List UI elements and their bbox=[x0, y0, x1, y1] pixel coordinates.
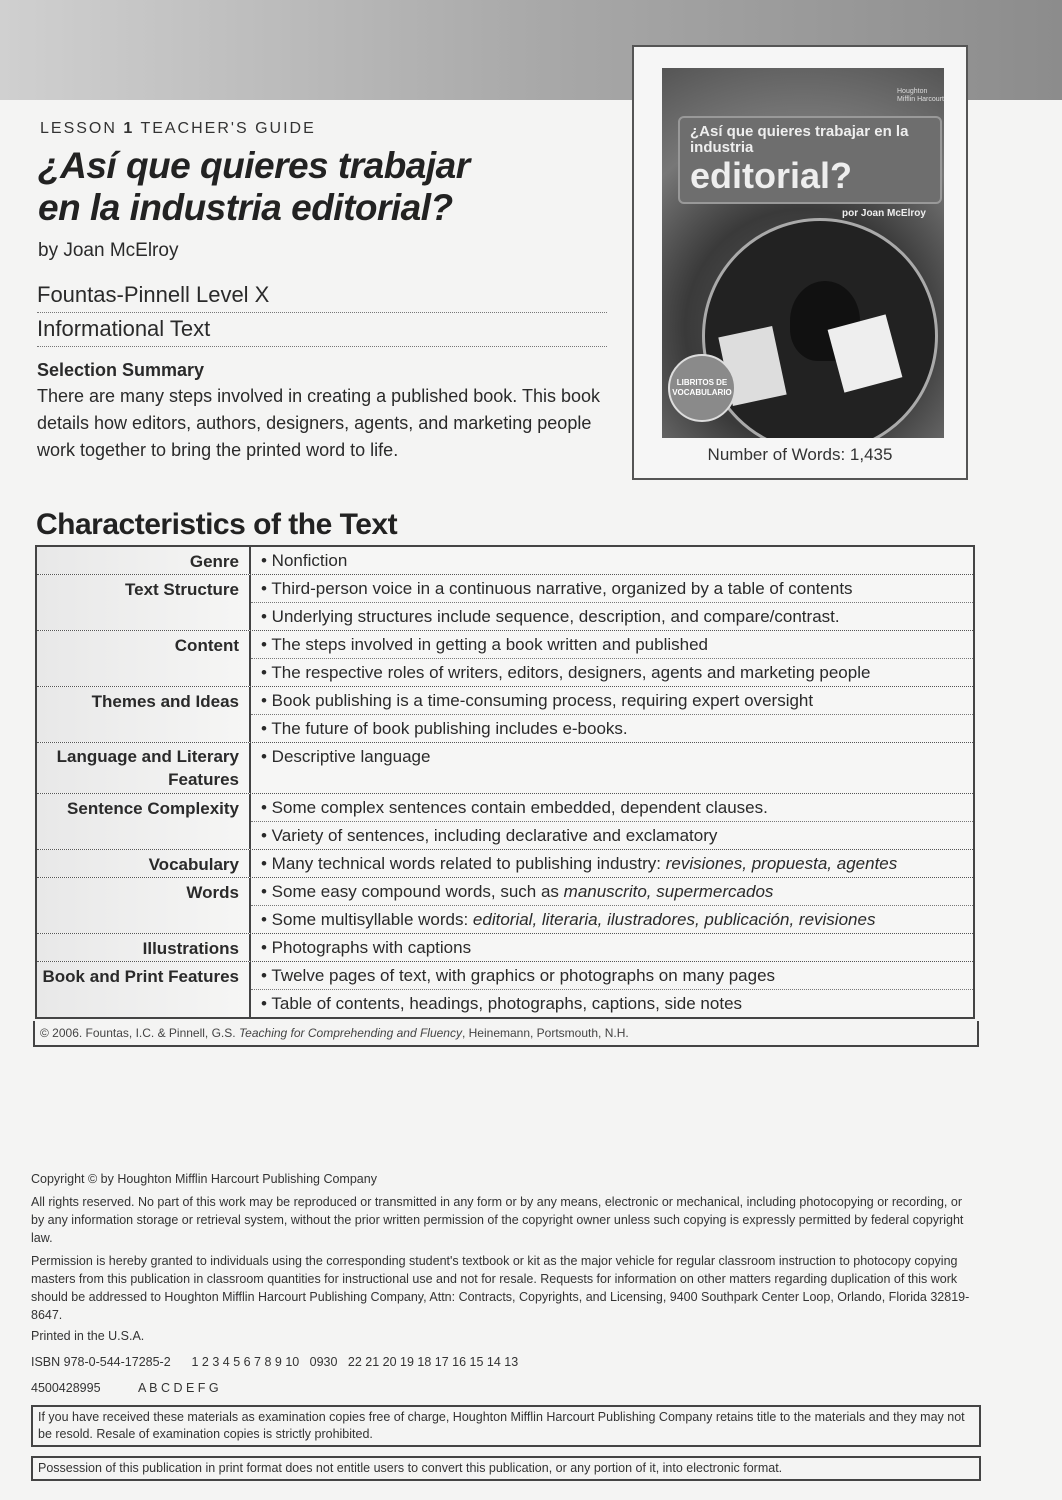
row-item: • Third-person voice in a continuous narrative, organized by a table of contents bbox=[251, 575, 973, 603]
row-item: • Table of contents, headings, photographs, captions, side notes bbox=[261, 994, 743, 1013]
series-badge bbox=[668, 354, 736, 422]
series-badge-text: LIBRITOS DE VOCABULARIO bbox=[672, 378, 732, 397]
publisher-logo: Houghton Mifflin Harcourt bbox=[897, 88, 944, 103]
table-row bbox=[37, 962, 973, 1017]
row-label: Language and Literary Features bbox=[37, 743, 251, 793]
row-item: • Book publishing is a time-consuming process, requiring expert oversight bbox=[251, 687, 973, 715]
level: Fountas-Pinnell Level X bbox=[37, 282, 607, 313]
genre-type: Informational Text bbox=[37, 316, 607, 347]
table-row bbox=[37, 743, 973, 794]
row-item: • Many technical words related to publishing industry: revisiones, propuesta, agentes bbox=[261, 854, 898, 873]
row-label: Text Structure bbox=[37, 575, 251, 630]
print-code: 4500428995 A B C D E F G bbox=[31, 1381, 219, 1395]
row-item: • Descriptive language bbox=[261, 747, 431, 766]
printed-in: Printed in the U.S.A. bbox=[31, 1329, 145, 1343]
row-item: • Nonfiction bbox=[261, 551, 348, 570]
characteristics-table bbox=[35, 545, 975, 1019]
cover-author: por Joan McElroy bbox=[842, 208, 926, 219]
table-row bbox=[37, 687, 973, 743]
table-row bbox=[37, 934, 973, 962]
row-label: Sentence Complexity bbox=[37, 794, 251, 849]
row-label: Themes and Ideas bbox=[37, 687, 251, 742]
row-item: • The steps involved in getting a book written and published bbox=[251, 631, 973, 659]
row-item: • Underlying structures include sequence, description, and compare/contrast. bbox=[261, 607, 840, 626]
characteristics-heading: Characteristics of the Text bbox=[36, 508, 398, 541]
row-label: Book and Print Features bbox=[37, 962, 251, 1017]
permission-text: Permission is hereby granted to individuals using the corresponding student's textbook or kit as the major vehicle for regular classroom instruction to photocopy copying masters from this publication in classroom quantities for instructional use and not for resale. Requests for information on other matters regarding duplication of this work should be addressed to Houghton Mifflin Harcourt Publishing Company, Attn: Contracts, Copyrights, and Licensing, 9400 Southpark Center Loop, Orlando, Florida 32819-8647. bbox=[31, 1254, 970, 1322]
word-count: Number of Words: 1,435 bbox=[707, 445, 893, 464]
book-cover bbox=[632, 45, 968, 480]
row-label: Genre bbox=[37, 547, 251, 574]
copyright-line: Copyright © by Houghton Mifflin Harcourt Publishing Company bbox=[31, 1172, 377, 1186]
summary-text: There are many steps involved in creating a published book. This book details how editors, authors, designers, agents, and marketing people work together to bring the printed word to life. bbox=[37, 386, 600, 460]
cover-title: ¿Así que quieres trabajar en la industria editorial? bbox=[678, 116, 942, 204]
cover-photo bbox=[702, 218, 938, 438]
row-item: • Some multisyllable words: editorial, literaria, ilustradores, publicación, revisiones bbox=[261, 910, 876, 929]
row-item: • The future of book publishing includes e-books. bbox=[261, 719, 628, 738]
lesson-label: LESSON 1 TEACHER'S GUIDE bbox=[40, 120, 316, 137]
row-item: • Some easy compound words, such as manuscrito, supermercados bbox=[251, 878, 973, 906]
table-row bbox=[37, 547, 973, 575]
isbn: ISBN 978-0-544-17285-2 1 2 3 4 5 6 7 8 9 10 0930 22 21 20 19 18 17 16 15 14 13 bbox=[31, 1355, 519, 1369]
row-item: • Variety of sentences, including declarative and exclamatory bbox=[261, 826, 718, 845]
row-label: Vocabulary bbox=[37, 850, 251, 877]
table-row bbox=[37, 794, 973, 850]
table-row bbox=[37, 850, 973, 878]
table-footnote: © 2006. Fountas, I.C. & Pinnell, G.S. Teaching for Comprehending and Fluency, Heinemann, Portsmouth, N.H. bbox=[33, 1021, 979, 1047]
possession-notice: Possession of this publication in print format does not entitle users to convert this publication, or any portion of it, into electronic format. bbox=[31, 1456, 981, 1481]
summary-heading: Selection Summary bbox=[37, 360, 205, 380]
row-item: • Some complex sentences contain embedded, dependent clauses. bbox=[251, 794, 973, 822]
row-item: • The respective roles of writers, editors, designers, agents and marketing people bbox=[261, 663, 871, 682]
page-title: ¿Así que quieres trabajar en la industria editorial? bbox=[38, 145, 470, 228]
table-row bbox=[37, 575, 973, 631]
row-label: Words bbox=[37, 878, 251, 933]
row-item: • Photographs with captions bbox=[261, 938, 472, 957]
rights-text: All rights reserved. No part of this work may be reproduced or transmitted in any form or by any means, electronic or mechanical, including photocopying or recording, or by any information storage or retrieval system, without the prior written permission of the copyright owner unless such copying is expressly permitted by federal copyright law. bbox=[31, 1195, 964, 1245]
row-item: • Twelve pages of text, with graphics or photographs on many pages bbox=[251, 962, 973, 990]
table-row bbox=[37, 878, 973, 934]
row-label: Content bbox=[37, 631, 251, 686]
table-row bbox=[37, 631, 973, 687]
row-label: Illustrations bbox=[37, 934, 251, 961]
exam-notice: If you have received these materials as examination copies free of charge, Houghton Mifflin Harcourt Publishing Company retains title to the materials and they may not be resold. Resale of examination copies is strictly prohibited. bbox=[31, 1405, 981, 1447]
cover-image bbox=[662, 68, 944, 438]
author: by Joan McElroy bbox=[38, 240, 179, 261]
